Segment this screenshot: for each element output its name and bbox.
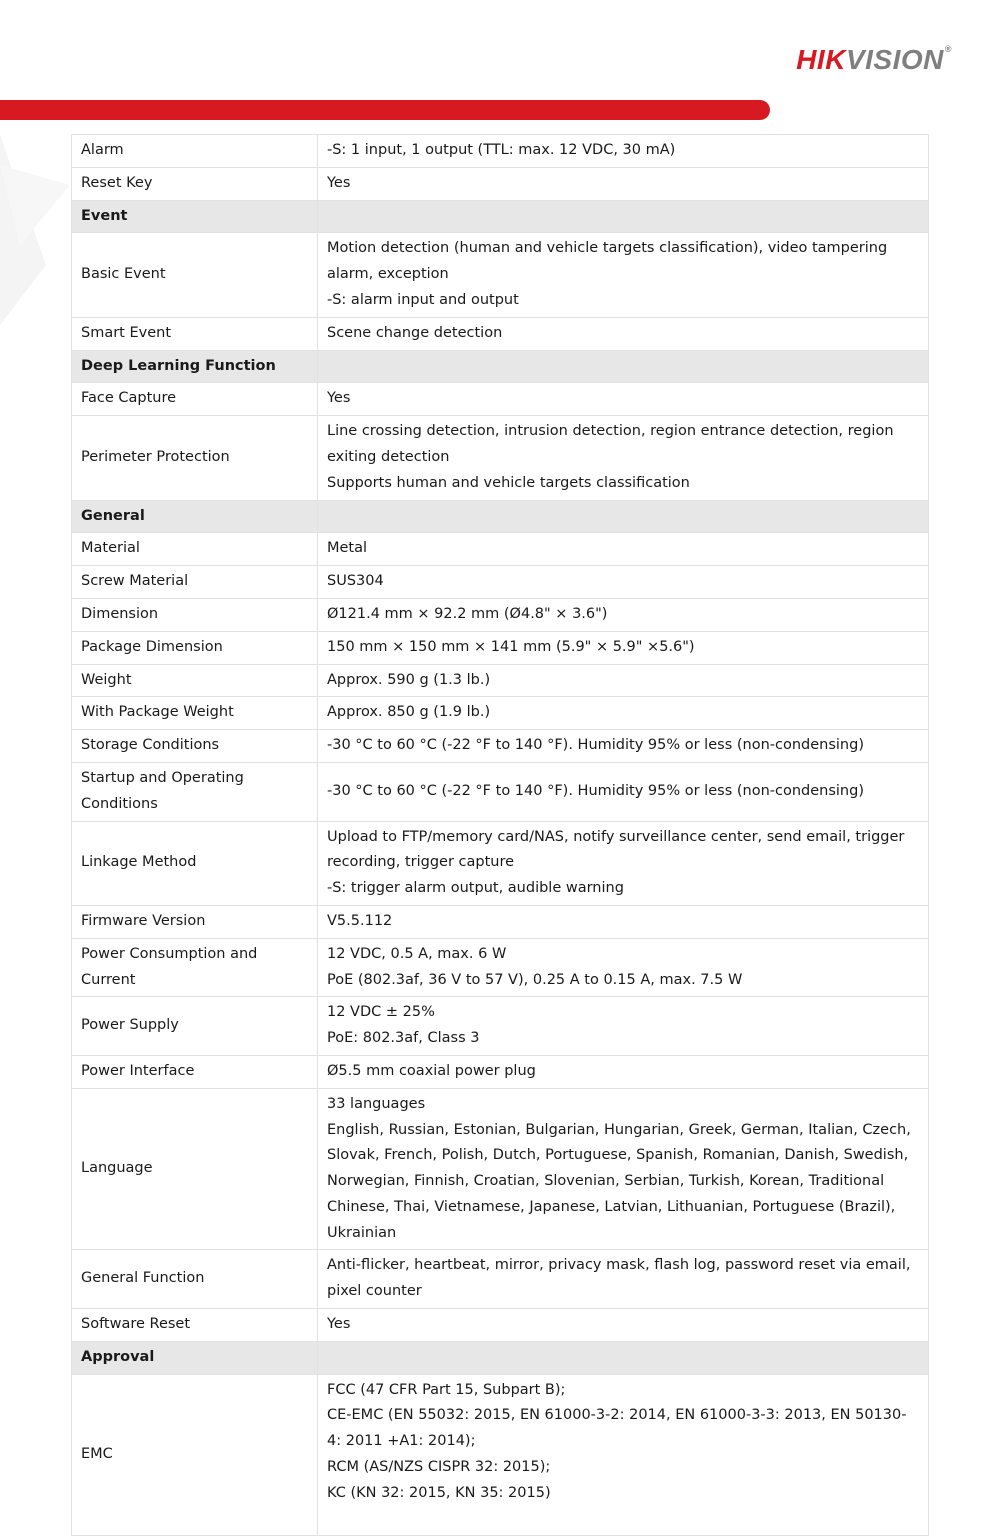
spec-value [318,533,929,566]
spec-row [72,566,929,599]
spec-table-body [72,135,929,1536]
spec-value-line: Yes [327,1316,351,1333]
spec-value [318,1374,929,1535]
spec-label: Linkage Method [72,821,318,905]
spec-value-line: English, Russian, Estonian, Bulgarian, Hungarian, Greek, German, Italian, Czech, Slovak, French, Polish, Dutch, Portuguese, Spanish, Romanian, Danish, Swedish, Norwegian, Finnish, Croatian, Slovenian, Serbian, Turkish, Korean, Traditional Chinese, Thai, Vietnamese, Japanese, Latvian, Lithuanian, Portuguese (Brazil), Ukrainian [327,1121,911,1241]
spec-value [318,905,929,938]
spec-value-line: Ø121.4 mm × 92.2 mm (Ø4.8" × 3.6") [327,605,608,622]
spec-label: Language [72,1088,318,1250]
spec-label: Firmware Version [72,905,318,938]
spec-label: Startup and Operating Conditions [72,762,318,821]
spec-row [72,905,929,938]
spec-row [72,821,929,905]
section-spacer [318,500,929,533]
spec-row [72,598,929,631]
spec-value [318,598,929,631]
section-header-row [72,500,929,533]
spec-row [72,416,929,500]
spec-value-line: -30 °C to 60 °C (-22 °F to 140 °F). Humidity 95% or less (non-condensing) [327,737,864,754]
section-spacer [318,200,929,233]
spec-value-line: 12 VDC, 0.5 A, max. 6 W [327,945,507,962]
spec-label: Dimension [72,598,318,631]
spec-value-line: Approx. 590 g (1.3 lb.) [327,671,491,688]
spec-value [318,566,929,599]
spec-label: Weight [72,664,318,697]
spec-row [72,1250,929,1309]
spec-row [72,233,929,317]
spec-label: Power Supply [72,997,318,1056]
spec-label: Smart Event [72,317,318,350]
spec-row [72,1088,929,1250]
spec-value [318,1055,929,1088]
section-spacer [318,350,929,383]
spec-value [318,167,929,200]
spec-row [72,997,929,1056]
spec-value-line: Motion detection (human and vehicle targets classification), video tampering alarm, exception [327,240,888,283]
section-header-row [72,350,929,383]
spec-value-line: 150 mm × 150 mm × 141 mm (5.9" × 5.9" ×5.6") [327,638,695,655]
spec-label: EMC [72,1374,318,1535]
spec-value [318,631,929,664]
spec-value-line: Line crossing detection, intrusion detection, region entrance detection, region exiting detection [327,423,894,465]
spec-value-line: -30 °C to 60 °C (-22 °F to 140 °F). Humidity 95% or less (non-condensing) [327,782,864,799]
spec-value [318,730,929,763]
spec-value [318,233,929,317]
spec-value-line: KC (KN 32: 2015, KN 35: 2015) [327,1484,551,1501]
spec-value [318,938,929,997]
spec-value [318,821,929,905]
spec-value-line: Approx. 850 g (1.9 lb.) [327,704,491,721]
spec-label: With Package Weight [72,697,318,730]
section-title: Approval [72,1341,318,1374]
spec-value-line: -S: alarm input and output [327,291,519,308]
spec-value [318,997,929,1056]
spec-label: Software Reset [72,1309,318,1342]
spec-value [318,416,929,500]
spec-value [318,1250,929,1309]
spec-row [72,762,929,821]
spec-value [318,1088,929,1250]
spec-value-line: PoE (802.3af, 36 V to 57 V), 0.25 A to 0.15 A, max. 7.5 W [327,971,743,988]
spec-label: Face Capture [72,383,318,416]
spec-value-line: 33 languages [327,1095,426,1112]
spec-value [318,697,929,730]
section-header-row [72,1341,929,1374]
spec-value-line: Scene change detection [327,324,503,341]
spec-value-line: RCM (AS/NZS CISPR 32: 2015); [327,1459,551,1476]
spec-value-line: SUS304 [327,573,384,590]
spec-label: Material [72,533,318,566]
spec-value-line: -S: trigger alarm output, audible warning [327,880,624,897]
spec-table [71,134,929,1536]
spec-label: Package Dimension [72,631,318,664]
spec-row [72,730,929,763]
section-title: Event [72,200,318,233]
spec-value [318,762,929,821]
spec-label: Perimeter Protection [72,416,318,500]
spec-row [72,697,929,730]
spec-value-line: -S: 1 input, 1 output (TTL: max. 12 VDC, 30 mA) [327,142,676,158]
spec-row [72,1374,929,1535]
spec-row [72,135,929,168]
section-title: General [72,500,318,533]
spec-value [318,664,929,697]
spec-value [318,135,929,168]
spec-value-line: Metal [327,540,368,557]
spec-value-line: Yes [327,390,351,407]
spec-row [72,1055,929,1088]
spec-value-line: PoE: 802.3af, Class 3 [327,1030,480,1047]
spec-row [72,533,929,566]
spec-label: Basic Event [72,233,318,317]
spec-row [72,1309,929,1342]
spec-label: Power Consumption and Current [72,938,318,997]
header-red-bar [0,100,770,120]
spec-value-line: Anti-flicker, heartbeat, mirror, privacy mask, flash log, password reset via email, pixel counter [327,1257,911,1300]
spec-value-line: Ø5.5 mm coaxial power plug [327,1062,536,1079]
spec-label: Screw Material [72,566,318,599]
spec-row [72,631,929,664]
spec-row [72,664,929,697]
spec-value-line: FCC (47 CFR Part 15, Subpart B); [327,1381,566,1398]
star-watermark-icon [0,125,80,325]
section-spacer [318,1341,929,1374]
spec-label: Alarm [72,135,318,168]
spec-value-line: CE-EMC (EN 55032: 2015, EN 61000-3-2: 2014, EN 61000-3-3: 2013, EN 50130-4: 2011 +A1: 2014); [327,1407,907,1450]
spec-label: Power Interface [72,1055,318,1088]
logo-hik: HIK [796,44,846,75]
logo-vision: VISION [845,44,944,75]
spec-value [318,383,929,416]
spec-value [318,1309,929,1342]
spec-value [318,317,929,350]
spec-row [72,167,929,200]
spec-value-line: Upload to FTP/memory card/NAS, notify surveillance center, send email, trigger recording, trigger capture [327,828,905,871]
spec-label: Reset Key [72,167,318,200]
spec-row [72,383,929,416]
section-title: Deep Learning Function [72,350,318,383]
spec-row [72,317,929,350]
section-header-row [72,200,929,233]
spec-value-line: V5.5.112 [327,912,393,929]
hikvision-logo [796,44,952,76]
logo-registered-mark: ® [944,44,952,54]
spec-row [72,938,929,997]
spec-value-line: Yes [327,174,351,191]
spec-label: Storage Conditions [72,730,318,763]
spec-value-line: Supports human and vehicle targets classification [327,474,690,491]
spec-label: General Function [72,1250,318,1309]
spec-value-line: 12 VDC ± 25% [327,1004,435,1021]
